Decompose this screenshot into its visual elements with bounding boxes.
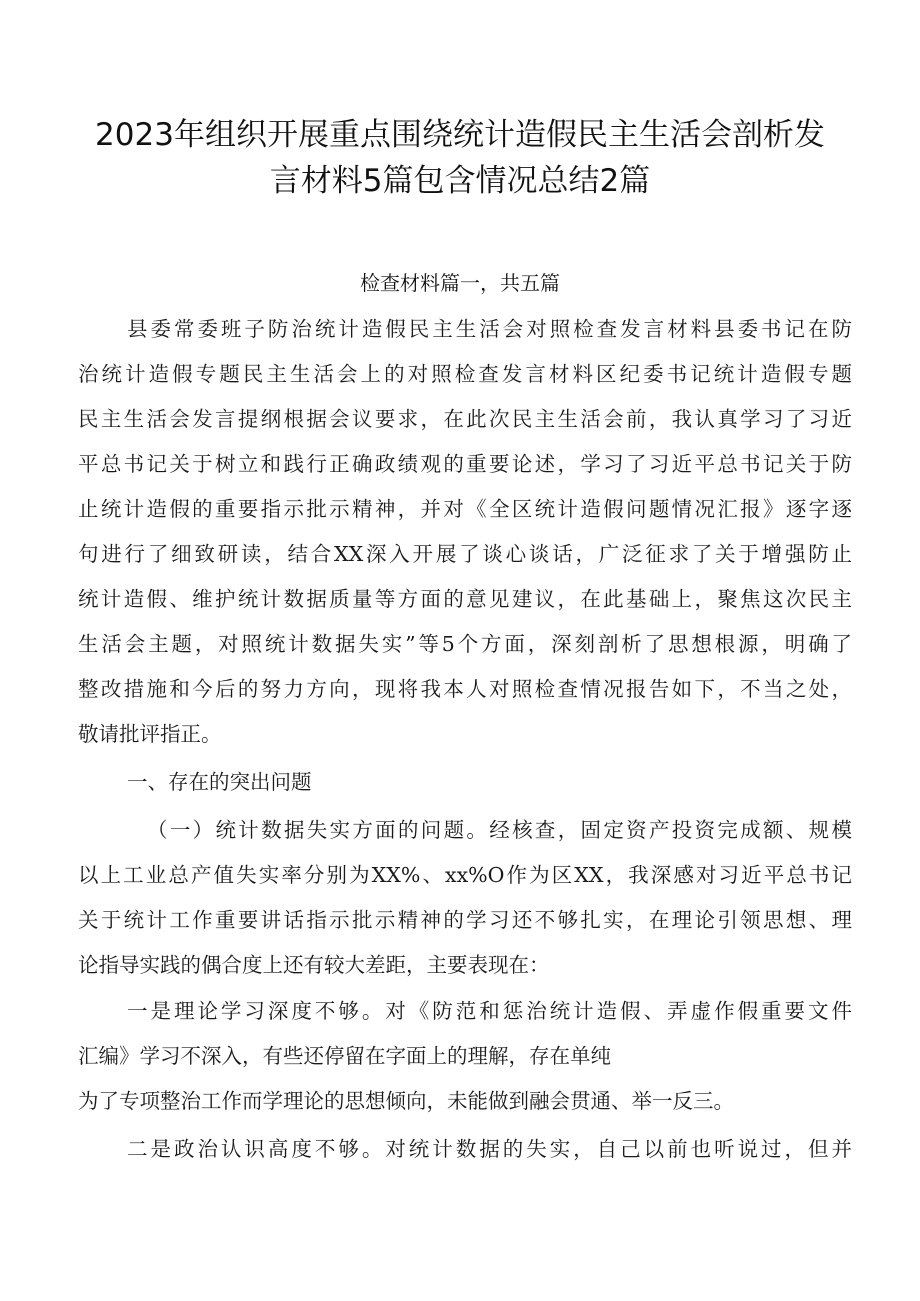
paragraph-line: （一）统计数据失实方面的问题。经核查，固定资产投资完成额、规模 <box>147 818 852 842</box>
section-heading-problems: 一、存在的突出问题 <box>127 770 312 794</box>
paragraph-line: 治统计造假专题民主生活会上的对照检查发言材料区纪委书记统计造假专题 <box>78 362 852 386</box>
paragraph-line: 论指导实践的偶合度上还有较大差距，主要表现在： <box>78 953 550 977</box>
paragraph-line: 敬请批评指正。 <box>78 722 222 746</box>
paragraph-line: 二是政治认识高度不够。对统计数据的失实，自己以前也听说过，但并 <box>127 1137 852 1161</box>
paragraph-line: 整改措施和今后的努力方向，现将我本人对照检查情况报告如下，不当之处， <box>78 677 852 701</box>
paragraph-line: 县委常委班子防治统计造假民主生活会对照检查发言材料县委书记在防 <box>127 317 852 341</box>
paragraph-line: 以上工业总产值失实率分别为XX%、xx%O作为区XX，我深感对习近平总书记 <box>78 863 852 887</box>
document-title-line-2: 言材料5篇包含情况总结2篇 <box>269 163 651 199</box>
paragraph-line: 一是理论学习深度不够。对《防范和惩治统计造假、弄虚作假重要文件 <box>127 999 852 1023</box>
paragraph-line: 统计造假、维护统计数据质量等方面的意见建议，在此基础上，聚焦这次民主 <box>78 587 852 611</box>
paragraph-line: 关于统计工作重要讲话指示批示精神的学习还不够扎实，在理论引领思想、理 <box>78 908 852 932</box>
section-heading: 检查材料篇一，共五篇 <box>360 271 560 295</box>
paragraph-line: 句进行了细致研读，结合XX深入开展了谈心谈话，广泛征求了关于增强防止 <box>78 542 852 566</box>
paragraph-line: 汇编》学习不深入，有些还停留在字面上的理解，存在单纯 <box>78 1044 611 1068</box>
paragraph-line: 为了专项整治工作而学理论的思想倾向，未能做到融会贯通、举一反三。 <box>78 1089 734 1113</box>
document-title-line-1: 2023年组织开展重点围绕统计造假民主生活会剖析发 <box>95 117 825 153</box>
paragraph-line: 民主生活会发言提纲根据会议要求，在此次民主生活会前，我认真学习了习近 <box>78 407 852 431</box>
paragraph-line: 止统计造假的重要指示批示精神，并对《全区统计造假问题情况汇报》逐字逐 <box>78 497 852 521</box>
paragraph-line: 平总书记关于树立和践行正确政绩观的重要论述，学习了习近平总书记关于防 <box>78 452 852 476</box>
paragraph-line: 生活会主题，对照统计数据失实”等5个方面，深刻剖析了思想根源，明确了 <box>78 632 852 656</box>
